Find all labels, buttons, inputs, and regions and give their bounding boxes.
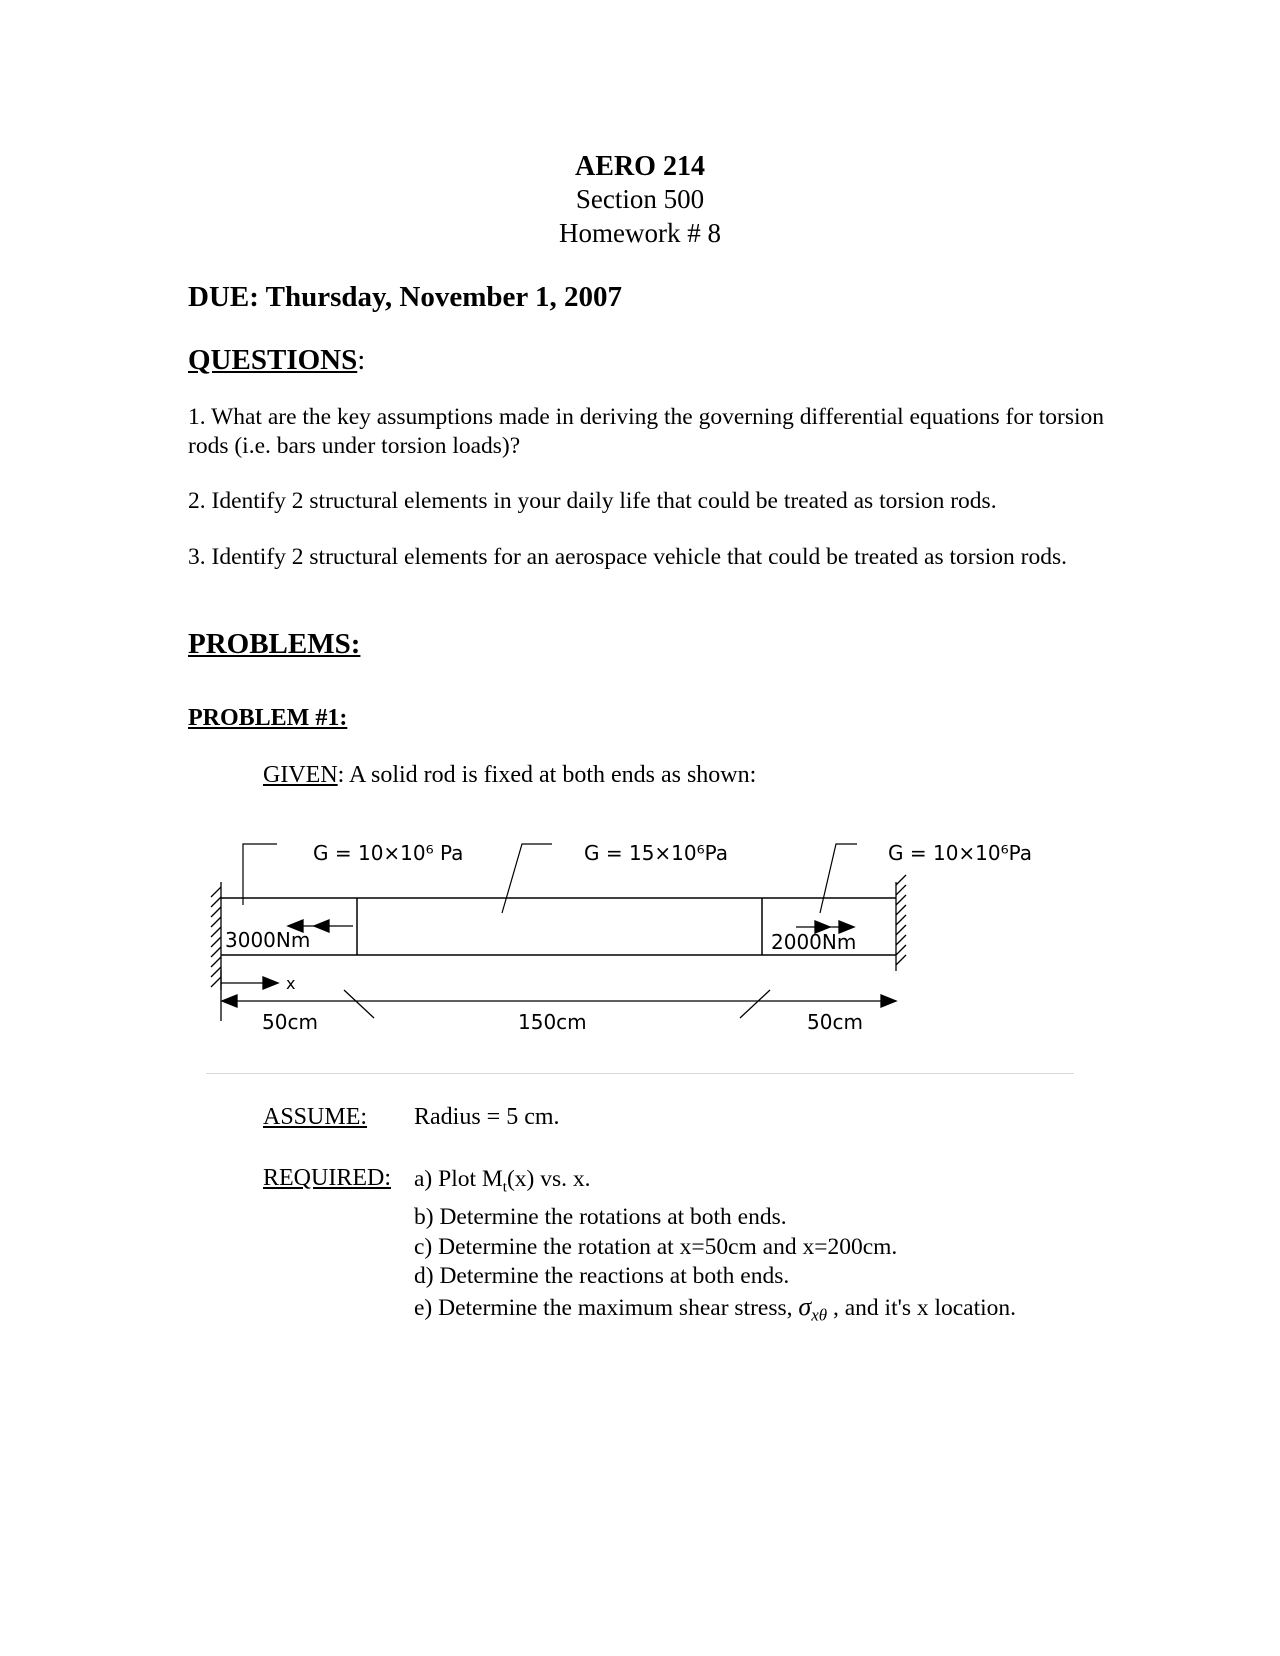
required-a-suffix: (x) vs. x. xyxy=(506,1166,591,1192)
required-list xyxy=(414,1165,1016,1330)
torque-right-label: 2000Nm xyxy=(771,930,857,954)
rod-diagram xyxy=(190,825,1090,1055)
g-middle-label: G = 15×10⁶Pa xyxy=(584,841,729,865)
problem-1-heading: PROBLEM #1: xyxy=(188,705,348,731)
questions-heading-colon: : xyxy=(357,344,366,376)
given-label: GIVEN xyxy=(263,762,338,788)
required-item-c: c) Determine the rotation at x=50cm and x=200cm. xyxy=(414,1233,898,1260)
left-fixed-wall xyxy=(211,882,221,990)
question-2: 2. Identify 2 structural elements in your daily life that could be treated as torsion rods. xyxy=(188,488,997,514)
required-item-b: b) Determine the rotations at both ends. xyxy=(414,1204,787,1231)
length-right-label: 50cm xyxy=(807,1010,863,1034)
required-a-subscript: t xyxy=(502,1179,507,1196)
length-middle-label: 150cm xyxy=(518,1010,587,1034)
question-1: 1. What are the key assumptions made in deriving the governing differential equations for torsion rods (i.e. bars under torsion loads)? xyxy=(188,404,1105,459)
required-item-d: d) Determine the reactions at both ends. xyxy=(414,1263,790,1290)
section-number: Section 500 xyxy=(575,184,705,214)
required-label: REQUIRED: xyxy=(263,1165,391,1191)
x-axis-label: x xyxy=(286,974,296,993)
g-right-leader xyxy=(820,844,857,913)
divider-line xyxy=(206,1073,1074,1074)
right-fixed-wall xyxy=(896,875,906,971)
g-middle-leader xyxy=(502,844,552,913)
problems-heading: PROBLEMS: xyxy=(188,628,361,660)
required-item-a xyxy=(414,1165,1016,1203)
questions-heading xyxy=(188,344,365,377)
g-left-leader xyxy=(243,844,277,905)
due-date: DUE: Thursday, November 1, 2007 xyxy=(188,281,622,313)
g-right-label: G = 10×10⁶Pa xyxy=(888,841,1033,865)
questions-heading-text: QUESTIONS xyxy=(188,344,358,376)
g-left-label: G = 10×10⁶ Pa xyxy=(313,841,464,865)
torque-left-label: 3000Nm xyxy=(225,928,311,952)
given-text: : A solid rod is fixed at both ends as shown: xyxy=(337,762,757,788)
homework-number: Homework # 8 xyxy=(559,218,721,248)
question-3: 3. Identify 2 structural elements for an aerospace vehicle that could be treated as torsion rods. xyxy=(188,544,1067,570)
sigma-symbol: σ xyxy=(798,1291,812,1321)
given-statement xyxy=(263,762,756,789)
course-title: AERO 214 xyxy=(575,151,705,182)
required-e-suffix: , and it's x location. xyxy=(827,1294,1017,1321)
x-axis-arrow xyxy=(221,977,278,989)
required-e-prefix: e) Determine the maximum shear stress, xyxy=(414,1294,799,1321)
sigma-subscript: xθ xyxy=(811,1305,828,1325)
required-item-e xyxy=(414,1292,1016,1330)
required-a-prefix: a) Plot M xyxy=(414,1166,503,1192)
length-left-label: 50cm xyxy=(262,1010,318,1034)
assume-value: Radius = 5 cm. xyxy=(414,1104,560,1130)
assume-label: ASSUME: xyxy=(263,1104,368,1130)
